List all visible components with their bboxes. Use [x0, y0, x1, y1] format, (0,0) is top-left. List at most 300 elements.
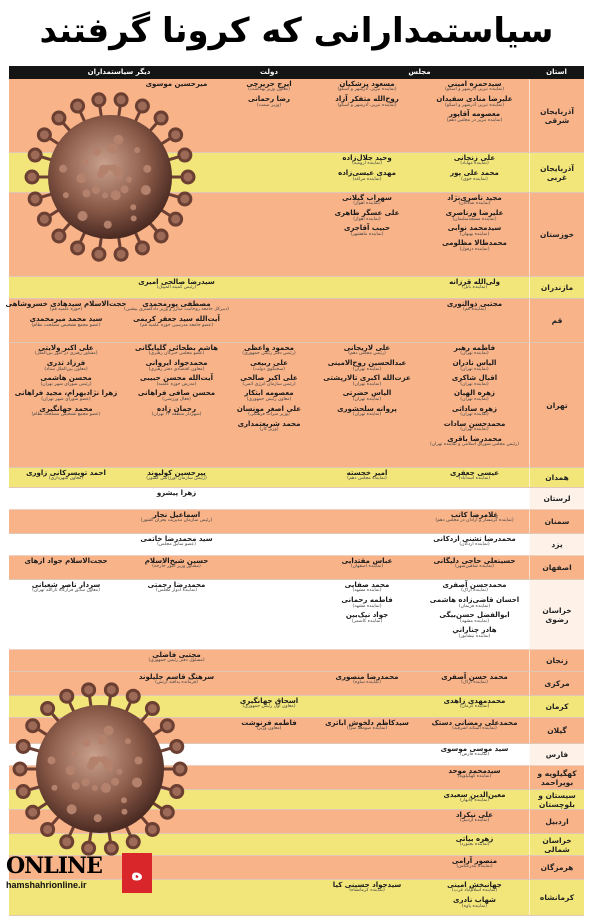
majlis-column [422, 279, 527, 291]
person-entry [453, 897, 496, 909]
majlis-column [422, 470, 527, 482]
person-role: (سخنگوی دولت) [253, 366, 285, 372]
province-cell: هرمزگان [529, 856, 584, 879]
person-name: علی اکبر ولایتی [38, 344, 94, 352]
header-government: دولت [260, 68, 278, 76]
person-entry [148, 582, 206, 594]
person-name: معصومه ابتکار [244, 389, 294, 398]
person-name: علی نیکزاد [455, 811, 494, 819]
province-cell: یزد [529, 534, 584, 555]
person-entry [344, 345, 390, 357]
person-role: (مشاور رهبری در امور بین‌الملل) [34, 351, 98, 357]
person-role: (حوزه علمیه قم) [49, 307, 83, 313]
person-name: محمدجواد ایروانی [145, 359, 208, 368]
person-role: (نماینده تهران) [460, 396, 489, 402]
person-name: ابوالفضل حسن‌بیگی [439, 611, 510, 620]
page-title: سیاستمدارانی که کرونا گرفتند [39, 11, 554, 51]
person-role: (رئیس دفتر رئیس جمهوری) [242, 351, 296, 357]
person-role: (معاون وزیر بهداشت) [248, 87, 290, 93]
gov-column [229, 720, 309, 732]
province-cell: خراسان رضوی [529, 580, 584, 649]
person-name: احسان قاضی‌زاده هاشمی [429, 596, 520, 605]
person-name: سیدمحمد موحد [448, 767, 501, 775]
person-entry [447, 195, 501, 207]
person-role: (نماینده ماهشهر) [350, 231, 384, 237]
person-role: (نماینده خوی) [461, 176, 488, 182]
person-name: مسعود پزشکیان [339, 80, 395, 88]
person-role: (نماینده چابهار) [459, 798, 490, 804]
person-entry [145, 558, 209, 570]
person-role: (رئیس مجلس شورای اسلامی و نماینده تهران) [430, 442, 519, 448]
person-name: اسحاق جهانگیری [239, 697, 299, 705]
person-role: (عضو شورای شهر تهران) [41, 396, 91, 402]
person-role: (نماینده بندرعباس) [456, 864, 493, 870]
person-entry [344, 225, 390, 237]
person-name: اسماعیل نجار [152, 511, 201, 519]
person-entry [447, 301, 502, 313]
person-entry [30, 316, 103, 328]
person-role: (نماینده ادوار مجلس) [155, 588, 198, 594]
other2-column [10, 558, 122, 565]
person-role: (مسئول دفتر رئیس جمهوری) [148, 658, 205, 664]
person-name: وحید جلال‌زاده [342, 154, 392, 162]
person-entry [338, 170, 396, 182]
person-name: آیت‌الله محسن حبیبی [140, 374, 213, 383]
province-cell: خراسان شمالی [529, 834, 584, 855]
person-name: محسن هاشمی [40, 374, 92, 383]
other1-column [124, 558, 229, 570]
person-entry [447, 882, 502, 894]
person-role: (معاون وزیر) [256, 726, 282, 732]
person-role: (رئیس کمیته المپیک) [156, 285, 197, 291]
person-name: معین‌الدین سعیدی [443, 791, 506, 799]
person-name: سیدرضا صالحی امیری [138, 278, 215, 286]
person-entry [435, 512, 513, 524]
person-entry [433, 536, 516, 548]
person-name: علیرضا منادی سفیدان [436, 95, 513, 104]
person-entry [430, 597, 519, 609]
person-name: علی اصغر مونسان [236, 404, 302, 413]
majlis-column [422, 698, 527, 710]
person-entry [152, 406, 202, 418]
person-role: (عضو مجمع تشخیص مصلحت نظام) [31, 411, 101, 417]
person-name: امیر خجسته [346, 469, 388, 477]
person-entry [443, 582, 507, 594]
person-name: زهرا نژادبهرام، مجید فراهانی [14, 389, 118, 398]
person-role: (نماینده تهران) [460, 427, 489, 433]
province-cell: آذربایجان غربی [529, 153, 584, 192]
person-name: محمدرضا منصوری [335, 673, 399, 681]
majlis-column [422, 558, 527, 570]
province-cell: اردبیل [529, 810, 584, 833]
person-role: (وزیر میراث فرهنگی) [248, 411, 290, 417]
person-role: (نماینده تبریز، آذرشهر و اسکو) [444, 102, 505, 108]
person-entry [237, 406, 301, 418]
person-role: (عضو مجمع تشخیص مصلحت نظام) [31, 322, 101, 328]
person-name: اقبال شاکری [451, 374, 498, 383]
person-role: (نماینده کرمانشاه) [349, 888, 385, 894]
person-role: (نماینده بابل) [461, 285, 488, 291]
person-role: (نماینده اراک) [461, 680, 488, 686]
table-row [9, 650, 584, 672]
person-entry [138, 279, 215, 291]
other1-column [124, 490, 229, 497]
person-entry [146, 470, 207, 482]
person-entry [323, 375, 410, 387]
person-entry [244, 390, 293, 402]
person-role: (نماینده اسلام‌آباد غرب) [451, 888, 498, 894]
province-cell: سمنان [529, 510, 584, 533]
person-entry [342, 558, 393, 570]
province-cell: خوزستان [529, 193, 584, 276]
person-entry [135, 345, 218, 357]
person-name: پیرحسین کولیوند [147, 469, 206, 477]
coronavirus-illustration-top [20, 82, 200, 272]
person-entry [335, 96, 399, 108]
person-role: (نماینده مهاباد) [460, 161, 489, 167]
person-role: (رئیس شورای شهر تهران) [40, 381, 92, 387]
person-entry [452, 627, 496, 639]
person-role: (نماینده تهران) [460, 411, 489, 417]
person-name: محمد علی پور [450, 169, 499, 178]
person-role: (فرمانده پدافند ارتش) [155, 680, 198, 686]
coronavirus-illustration-bottom [10, 672, 190, 867]
person-name: سردار ناصر شعبانی [31, 581, 101, 589]
person-name: محمد حسن آصفری [441, 673, 508, 681]
majlis2-column [312, 155, 422, 182]
person-entry [138, 390, 215, 402]
header-others: دیگر سیاستمداران [87, 68, 151, 76]
person-role: (نماینده اسدآباد) [458, 476, 491, 482]
person-role: (معاون شهرداری) [48, 476, 84, 482]
person-name: زهره بیاتی [455, 835, 494, 843]
person-name: سهراب گیلانی [342, 194, 392, 202]
person-name: علی ربیعی [250, 359, 288, 368]
person-role: (معاون سابق قرارگاه ثارالله تهران) [32, 588, 100, 594]
person-entry [248, 96, 290, 108]
person-role: (نماینده شاهین‌شهر) [455, 564, 494, 570]
person-entry [443, 792, 505, 804]
person-role: (نماینده اراک) [461, 588, 488, 594]
person-role: (نماینده تهران) [460, 366, 489, 372]
person-entry [441, 674, 507, 686]
person-name: سید محمد میرمحمدی [29, 315, 103, 324]
person-role: (نماینده مجلس دهم) [347, 476, 387, 482]
person-name: روح‌الله متفکر آزاد [335, 95, 399, 104]
person-name: سیدمحمد نوابی [447, 224, 502, 233]
gov-column [229, 345, 309, 433]
person-name: زهره الهیان [454, 389, 495, 398]
logo-badge: ه [122, 853, 152, 893]
majlis-column [422, 345, 527, 448]
logo-wordmark: ONLINE [6, 853, 102, 879]
person-entry [341, 597, 392, 609]
majlis-column [422, 81, 527, 123]
person-name: مجتبی فاضلی [152, 651, 201, 659]
person-name: محمدعلی رمضانی دستک [431, 719, 518, 727]
table-row [9, 510, 584, 534]
person-name: هادر چناراني [452, 626, 497, 635]
other1-column [124, 345, 229, 418]
table-header [9, 66, 584, 79]
majlis-column [422, 792, 527, 804]
person-role: (نماینده قم) [462, 307, 487, 313]
person-entry [242, 345, 295, 357]
person-entry [328, 360, 407, 372]
other2-column [10, 345, 122, 418]
person-name: جواد نیک‌بین [345, 611, 389, 620]
person-entry [140, 536, 212, 548]
person-entry [452, 858, 497, 870]
other1-column [124, 512, 229, 524]
person-name: مصطفی پورمحمدی [142, 300, 211, 308]
majlis-column [422, 195, 527, 253]
table-row [9, 580, 584, 650]
person-entry [452, 375, 497, 387]
person-name: معصومه آقاپور [448, 110, 501, 119]
person-name: عباس مقتدایی [341, 557, 393, 565]
logo-url: hamshahrionline.ir [6, 880, 87, 890]
person-entry [26, 470, 106, 482]
majlis-column [422, 301, 527, 313]
majlis-column [422, 155, 527, 182]
person-entry [448, 225, 501, 237]
person-entry [34, 345, 97, 357]
person-role: (نماینده تهران) [352, 366, 382, 372]
person-name: محمدرضا تشنی اردکانی [433, 535, 516, 543]
person-name: محمدمهدی زاهدی [443, 697, 506, 705]
person-role: (نماینده اردبیل) [459, 818, 490, 824]
majlis2-column [312, 195, 422, 237]
person-entry [432, 720, 518, 732]
person-role: (نماینده نیشابور) [458, 633, 491, 639]
person-name: احمد تویسرکانی زاوری [26, 469, 106, 477]
person-entry [238, 421, 301, 433]
person-role: (نماینده کاشمر) [351, 618, 383, 624]
person-role: (نماینده ساوه) [353, 680, 381, 686]
person-role: (رئیس سازمان اورژانس کشور) [146, 476, 207, 482]
person-name: جهانبخش امینی [447, 881, 502, 889]
person-name: علی عسگر طاهری [334, 209, 400, 218]
person-role: (نماینده تهران) [460, 351, 489, 357]
province-cell: کهگیلویه و بویراحمد [529, 766, 584, 789]
person-entry [347, 470, 388, 482]
person-entry [24, 558, 107, 565]
person-entry [436, 96, 512, 108]
person-entry [452, 406, 497, 418]
person-role: (نماینده تبریز، آذرشهر و اسکو) [337, 102, 397, 108]
person-entry [434, 558, 516, 570]
person-name: علی زنجانی [453, 154, 496, 162]
person-entry [337, 406, 397, 418]
gov-column [229, 81, 309, 108]
person-name: مهدی عیسی‌زاده [338, 169, 396, 178]
province-cell: اصفهان [529, 556, 584, 579]
person-entry [6, 301, 127, 313]
person-role: (نماینده ارومیه) [352, 161, 382, 167]
province-cell: آذربایجان شرقی [529, 79, 584, 152]
person-name: محمد صفایی [344, 581, 390, 589]
majlis2-column [312, 882, 422, 894]
majlis-column [422, 536, 527, 548]
person-role: (فعال ورزشی) [162, 396, 191, 402]
person-role: (معاون اول رئیس جمهوری) [242, 704, 296, 710]
person-role: (نماینده فریمان) [458, 603, 491, 609]
province-cell: قم [529, 299, 584, 342]
person-entry [241, 720, 296, 732]
person-name: سید محمدرضا خاتمی [140, 535, 213, 543]
majlis2-column [312, 582, 422, 624]
person-name: ولی‌الله قرزانه [449, 278, 500, 286]
person-entry [430, 436, 519, 448]
person-role: (معاون رئیس جمهوری) [246, 396, 292, 402]
person-entry [448, 768, 500, 780]
other1-column [124, 652, 229, 664]
person-role: (نماینده بجنورد) [459, 842, 490, 848]
person-entry [44, 360, 87, 372]
province-cell: همدان [529, 468, 584, 487]
majlis-column [422, 836, 527, 848]
majlis-column [422, 812, 527, 824]
person-name: زهرا پیشرو [156, 489, 197, 497]
person-name: عزت‌الله اکبری تالارپشتی [323, 374, 411, 383]
majlis-column [422, 882, 527, 909]
province-cell: کرمانشاه [529, 880, 584, 915]
person-name: الیاس نادران [452, 359, 497, 368]
person-name: عیسی جعفری [449, 469, 500, 477]
majlis-column [422, 858, 527, 870]
person-name: محمدرضا رحمتی [147, 581, 206, 589]
person-role: (نماینده تهران) [460, 381, 489, 387]
person-role: (نماینده تهران) [352, 411, 382, 417]
majlis-column [422, 512, 527, 524]
other1-column [124, 301, 229, 328]
majlis-column [422, 720, 527, 732]
person-role: (نماینده مشهد) [352, 603, 382, 609]
person-name: محمدطالا مظلومی [442, 239, 507, 248]
person-entry [141, 512, 213, 524]
person-entry [148, 652, 204, 664]
table-row [9, 556, 584, 580]
person-entry [133, 316, 220, 328]
other1-column [124, 582, 229, 594]
majlis2-column [312, 470, 422, 482]
majlis2-column [312, 345, 422, 418]
person-name: سیدحمزه امینی [447, 80, 502, 88]
person-name: حجت‌الاسلام سیدهادی خسروشاهی [5, 300, 127, 308]
person-name: علی اکبر صالحی [240, 374, 298, 383]
person-role: (نماینده تبریز، آذرشهر و اسکو) [337, 87, 397, 93]
person-role: (عضو جامعه مدرسین حوزه علمیه قم) [139, 322, 214, 328]
majlis2-column [312, 558, 422, 570]
person-name: فاطمه فرنوشت [241, 719, 297, 727]
header-province: استان [546, 68, 567, 76]
person-name: غلامرضا کاتب [450, 511, 499, 519]
person-entry [454, 390, 495, 402]
person-entry [442, 240, 507, 252]
person-role: (نماینده تهران) [352, 381, 382, 387]
person-role: (نماینده مسجدسلیمان) [452, 216, 497, 222]
person-entry [336, 674, 399, 686]
province-cell: سیستان و بلوچستان [529, 790, 584, 809]
person-name: هاشم بطحائی گلپایگانی [135, 344, 219, 352]
province-cell: تهران [529, 343, 584, 467]
other2-column [10, 582, 122, 594]
person-entry [450, 170, 499, 182]
person-entry [450, 470, 499, 482]
person-role: (عضو مجلس خبرگان رهبری) [148, 351, 205, 357]
person-entry [240, 375, 297, 387]
person-name: محمد شریعتمداری [237, 419, 301, 428]
person-entry [146, 360, 208, 372]
person-role: (نماینده فارس) [459, 752, 490, 758]
province-cell: مازندران [529, 277, 584, 298]
province-cell: زنجان [529, 650, 584, 671]
person-role: (معاون اقتصادی دفتر رهبری) [148, 366, 205, 372]
person-entry [31, 406, 100, 418]
person-name: فاطمه رهبر [453, 344, 496, 352]
hamshahri-online-logo [6, 853, 156, 893]
person-role: (دبیرکل جامعه روحانیت مبارز و وزیر دادگستری پیشین) [124, 307, 229, 313]
person-entry [441, 746, 509, 758]
person-role: (شهردار منطقه ۱۳ تهران) [151, 411, 202, 417]
person-entry [157, 490, 196, 497]
person-role: (نماینده مشهد) [460, 618, 489, 624]
person-entry [250, 360, 288, 372]
person-role: (نماینده اهواز) [353, 201, 381, 207]
person-entry [454, 155, 495, 167]
person-role: (رئیس مجلس دهم) [348, 351, 386, 357]
person-entry [337, 81, 396, 93]
person-entry [445, 81, 504, 93]
person-role: (نماینده اهواز) [353, 216, 381, 222]
person-name: الیاس حضرتی [342, 389, 392, 398]
person-name: حبیب آقاجری [343, 224, 391, 233]
person-name: سیدجواد حسینی کیا [332, 881, 402, 889]
person-name: مجتبی ذوالنوری [446, 300, 503, 308]
person-role: (مدرس حوزه علمیه) [156, 381, 197, 387]
person-entry [124, 301, 229, 313]
province-cell: کرمان [529, 696, 584, 717]
person-entry [342, 195, 392, 207]
person-name: محمد جهانگیری [39, 404, 93, 413]
person-entry [140, 375, 213, 387]
majlis-column [422, 768, 527, 780]
person-role: (نماینده آستانه اشرفیه) [452, 726, 497, 732]
person-role: (رئیس سازمان مدیریت بحران کشور) [140, 518, 213, 524]
majlis-column [422, 746, 527, 758]
person-name: فرزاد تذری [46, 359, 86, 368]
person-role: (نماینده کهگیلویه) [457, 774, 492, 780]
person-name: ایرج حریرچی [246, 80, 292, 88]
person-name: پروانه سلحشوری [337, 404, 397, 413]
person-role: (رئیس سازمان انرژی اتمی) [242, 381, 296, 387]
table-row [9, 343, 584, 468]
person-entry [444, 421, 506, 433]
majlis2-column [312, 81, 422, 108]
person-name: سرهنگ قاسم جلیلوند [138, 673, 215, 681]
person-role: (وزیر صمت) [256, 102, 282, 108]
person-entry [346, 612, 388, 624]
table-row [5, 299, 584, 343]
other2-column [5, 300, 127, 328]
person-entry [447, 111, 503, 123]
person-role: (نماینده تبریز، آذرشهر و اسکو) [444, 87, 505, 93]
person-role: (نماینده گرمسار و آرادان در مجلس دهم) [435, 518, 514, 524]
person-entry [454, 345, 495, 357]
person-name: محمدرضا باقری [447, 434, 502, 443]
person-role: (عضو سابق مجلس) [157, 542, 196, 548]
